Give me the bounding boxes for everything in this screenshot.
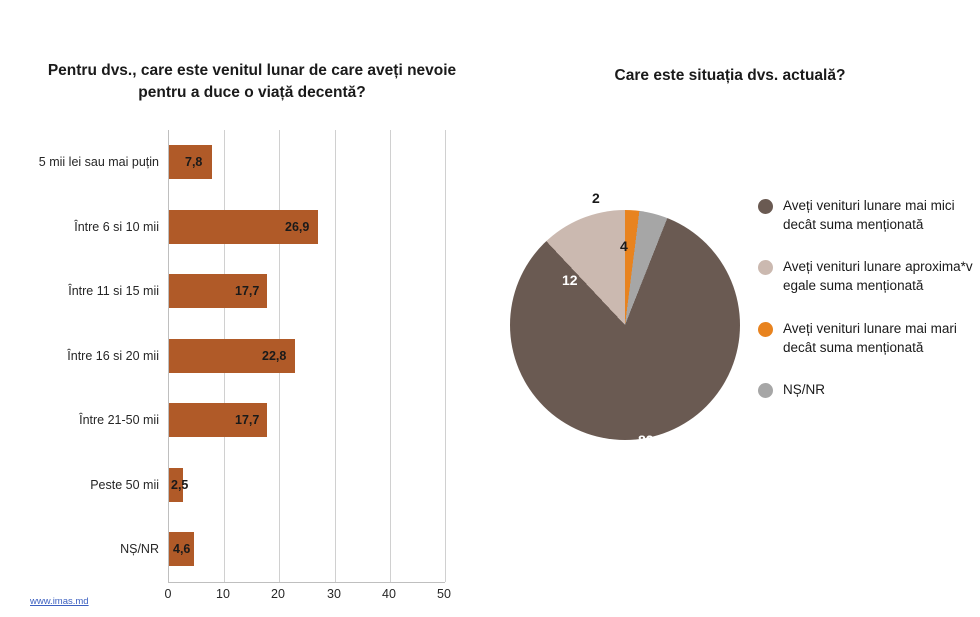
gridline-50 <box>445 130 446 582</box>
pie-chart-panel <box>500 0 980 617</box>
bar-category-label: Între 11 si 15 mii <box>68 284 159 299</box>
legend-swatch-icon <box>758 199 773 214</box>
bar-category-label: NȘ/NR <box>120 542 159 557</box>
legend-label: NȘ/NR <box>783 381 826 397</box>
legend-item-mai-mari <box>758 319 973 357</box>
pie-legend <box>758 196 973 422</box>
x-tick-50: 50 <box>437 587 451 601</box>
legend-swatch-icon <box>758 322 773 337</box>
bar-category-label: Între 6 si 10 mii <box>74 219 159 234</box>
pie-value-mai-mici: 82 <box>638 432 654 448</box>
bar-value-1: 26,9 <box>285 219 310 234</box>
x-tick-30: 30 <box>327 587 341 601</box>
bar-chart-title: Pentru dvs., care este venitul lunar de care aveți nevoie pentru a duce o viață decentă? <box>47 62 457 102</box>
bar-value-4: 17,7 <box>235 413 260 428</box>
bar-value-6: 4,6 <box>173 542 191 557</box>
source-link[interactable]: www.imas.md <box>30 596 89 607</box>
bar-value-2: 17,7 <box>235 284 260 299</box>
x-tick-40: 40 <box>382 587 396 601</box>
bar-chart-plot-area <box>38 130 445 582</box>
legend-item-ns-nr <box>758 380 973 399</box>
legend-item-egale <box>758 257 973 295</box>
gridline-30 <box>335 130 336 582</box>
bar-category-label: Între 16 si 20 mii <box>67 348 159 363</box>
x-axis-line <box>164 582 451 601</box>
pie-value-egale: 12 <box>562 272 578 288</box>
bar-value-3: 22,8 <box>262 348 287 363</box>
bar-value-0: 7,8 <box>185 155 203 170</box>
legend-item-mai-mici <box>758 196 973 234</box>
legend-label: Aveți venituri lunare mai mici decât suma menționată <box>783 198 955 233</box>
x-tick-0: 0 <box>164 587 172 601</box>
bar-category-label: Peste 50 mii <box>90 477 159 492</box>
pie-chart-title: Care este situația dvs. actuală? <box>614 67 846 84</box>
x-tick-10: 10 <box>216 587 230 601</box>
pie-value-mai-mari: 2 <box>592 190 600 206</box>
gridline-40 <box>390 130 391 582</box>
legend-label: Aveți venituri lunare aproxima*v egale suma menționată <box>783 259 973 294</box>
bar-category-label: 5 mii lei sau mai puțin <box>38 155 159 170</box>
x-tick-20: 20 <box>271 587 285 601</box>
pie-chart-plot-area <box>510 190 750 450</box>
bar-category-label: Între 21-50 mii <box>79 413 159 428</box>
legend-swatch-icon <box>758 260 773 275</box>
pie-value-ns-nr: 4 <box>620 238 628 254</box>
legend-swatch-icon <box>758 383 773 398</box>
legend-label: Aveți venituri lunare mai mari decât suma menționată <box>783 320 957 355</box>
bar-value-5: 2,5 <box>171 477 189 492</box>
